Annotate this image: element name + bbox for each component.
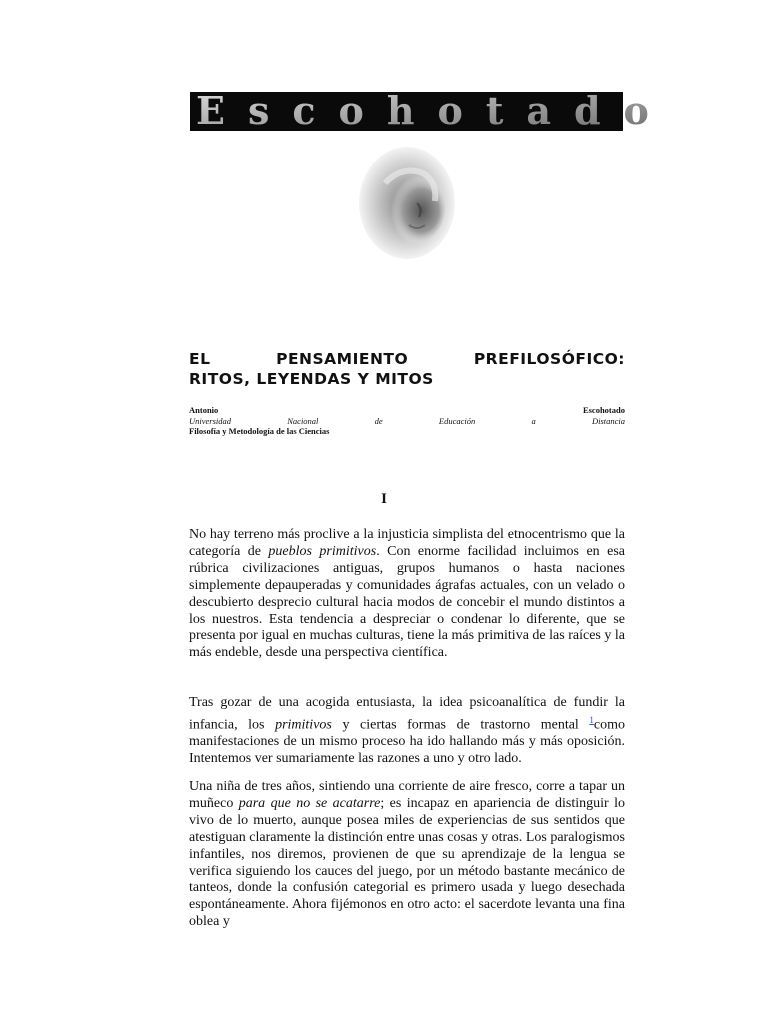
footnote-link[interactable]: 1 (589, 714, 594, 725)
title-line-2: RITOS, LEYENDAS Y MITOS (189, 370, 434, 388)
paragraph-3 (189, 779, 625, 931)
emphasis: para que no se acatarre (238, 795, 381, 811)
affiliation-word: Distancia (591, 415, 625, 426)
emphasis: pueblos primitivos (268, 543, 377, 559)
author-department: Filosofía y Metodología de las Ciencias (189, 426, 330, 436)
article-title (189, 349, 625, 389)
text-run: Una niña de tres años, sintiendo una corriente de aire fresco, corre a tapar un muñeco (189, 779, 625, 811)
banner-logo (190, 88, 672, 133)
affiliation-word: Nacional (287, 415, 319, 426)
affiliation-word: a (531, 415, 536, 426)
text-run: . Con enorme facilidad incluimos en esa rúbrica civilizaciones antiguas, grupos humanos o hasta naciones simplemente depauperadas y comunidades ágrafas actuales, con un velado o descubierto desprecio cultural hacia modos de concebir el mundo distintos a los nuestros. Esta tendencia a despreciar o condenar lo diferente, que se presenta por igual en muchas culturas, tiene la más primitiva de las raíces y la más endeble, desde una perspectiva científica. (189, 543, 625, 661)
section-heading: I (381, 491, 387, 507)
text-run: Tras gozar de una acogida entusiasta, la idea psicoanalítica de fundir la infancia, los (189, 695, 625, 733)
title-line-1 (189, 349, 625, 369)
author-first-name: Antonio (189, 405, 219, 415)
affiliation-word: de (374, 415, 383, 426)
author-portrait (357, 143, 457, 261)
text-run: como manifestaciones de un mismo proceso ha ido hallando más y más oposición. Intentemos ver sumariamente las razones a uno y otro lado. (189, 717, 625, 767)
emphasis: primitivos (275, 717, 332, 733)
header-banner (190, 88, 672, 133)
author-name-row (189, 405, 625, 416)
paragraph-2 (189, 695, 625, 768)
author-last-name: Escohotado (582, 405, 625, 415)
text-run: No hay terreno más proclive a la injusticia simplista del etnocentrismo que la categoría de (189, 527, 625, 559)
affiliation-word: Universidad (189, 415, 232, 426)
title-word: PREFILOSÓFICO: (473, 350, 625, 368)
banner-text: Escohotado (196, 88, 672, 133)
author-block (189, 405, 625, 437)
title-word: EL (189, 350, 211, 368)
text-run: ; es incapaz en apariencia de distinguir lo vivo de lo muerto, aunque posea miles de experiencias de sus sentidos que atestiguan claramente la distinción entre unas cosas y otras. Los paralogismos infantiles, nos diremos, provienen de que su aprendizaje de la lengua se verifica siguiendo los cauces del juego, por un método bastante mecánico de tanteos, donde la confusión categorial es primero usada y luego desechada espontáneamente. Ahora fijémonos en otro acto: el sacerdote levanta una fina oblea y (189, 795, 625, 930)
title-word: PENSAMIENTO (276, 350, 409, 368)
text-run: y ciertas formas de trastorno mental (331, 717, 590, 733)
author-affiliation (189, 416, 625, 427)
affiliation-word: Educación (438, 415, 476, 426)
paragraph-1 (189, 527, 625, 662)
